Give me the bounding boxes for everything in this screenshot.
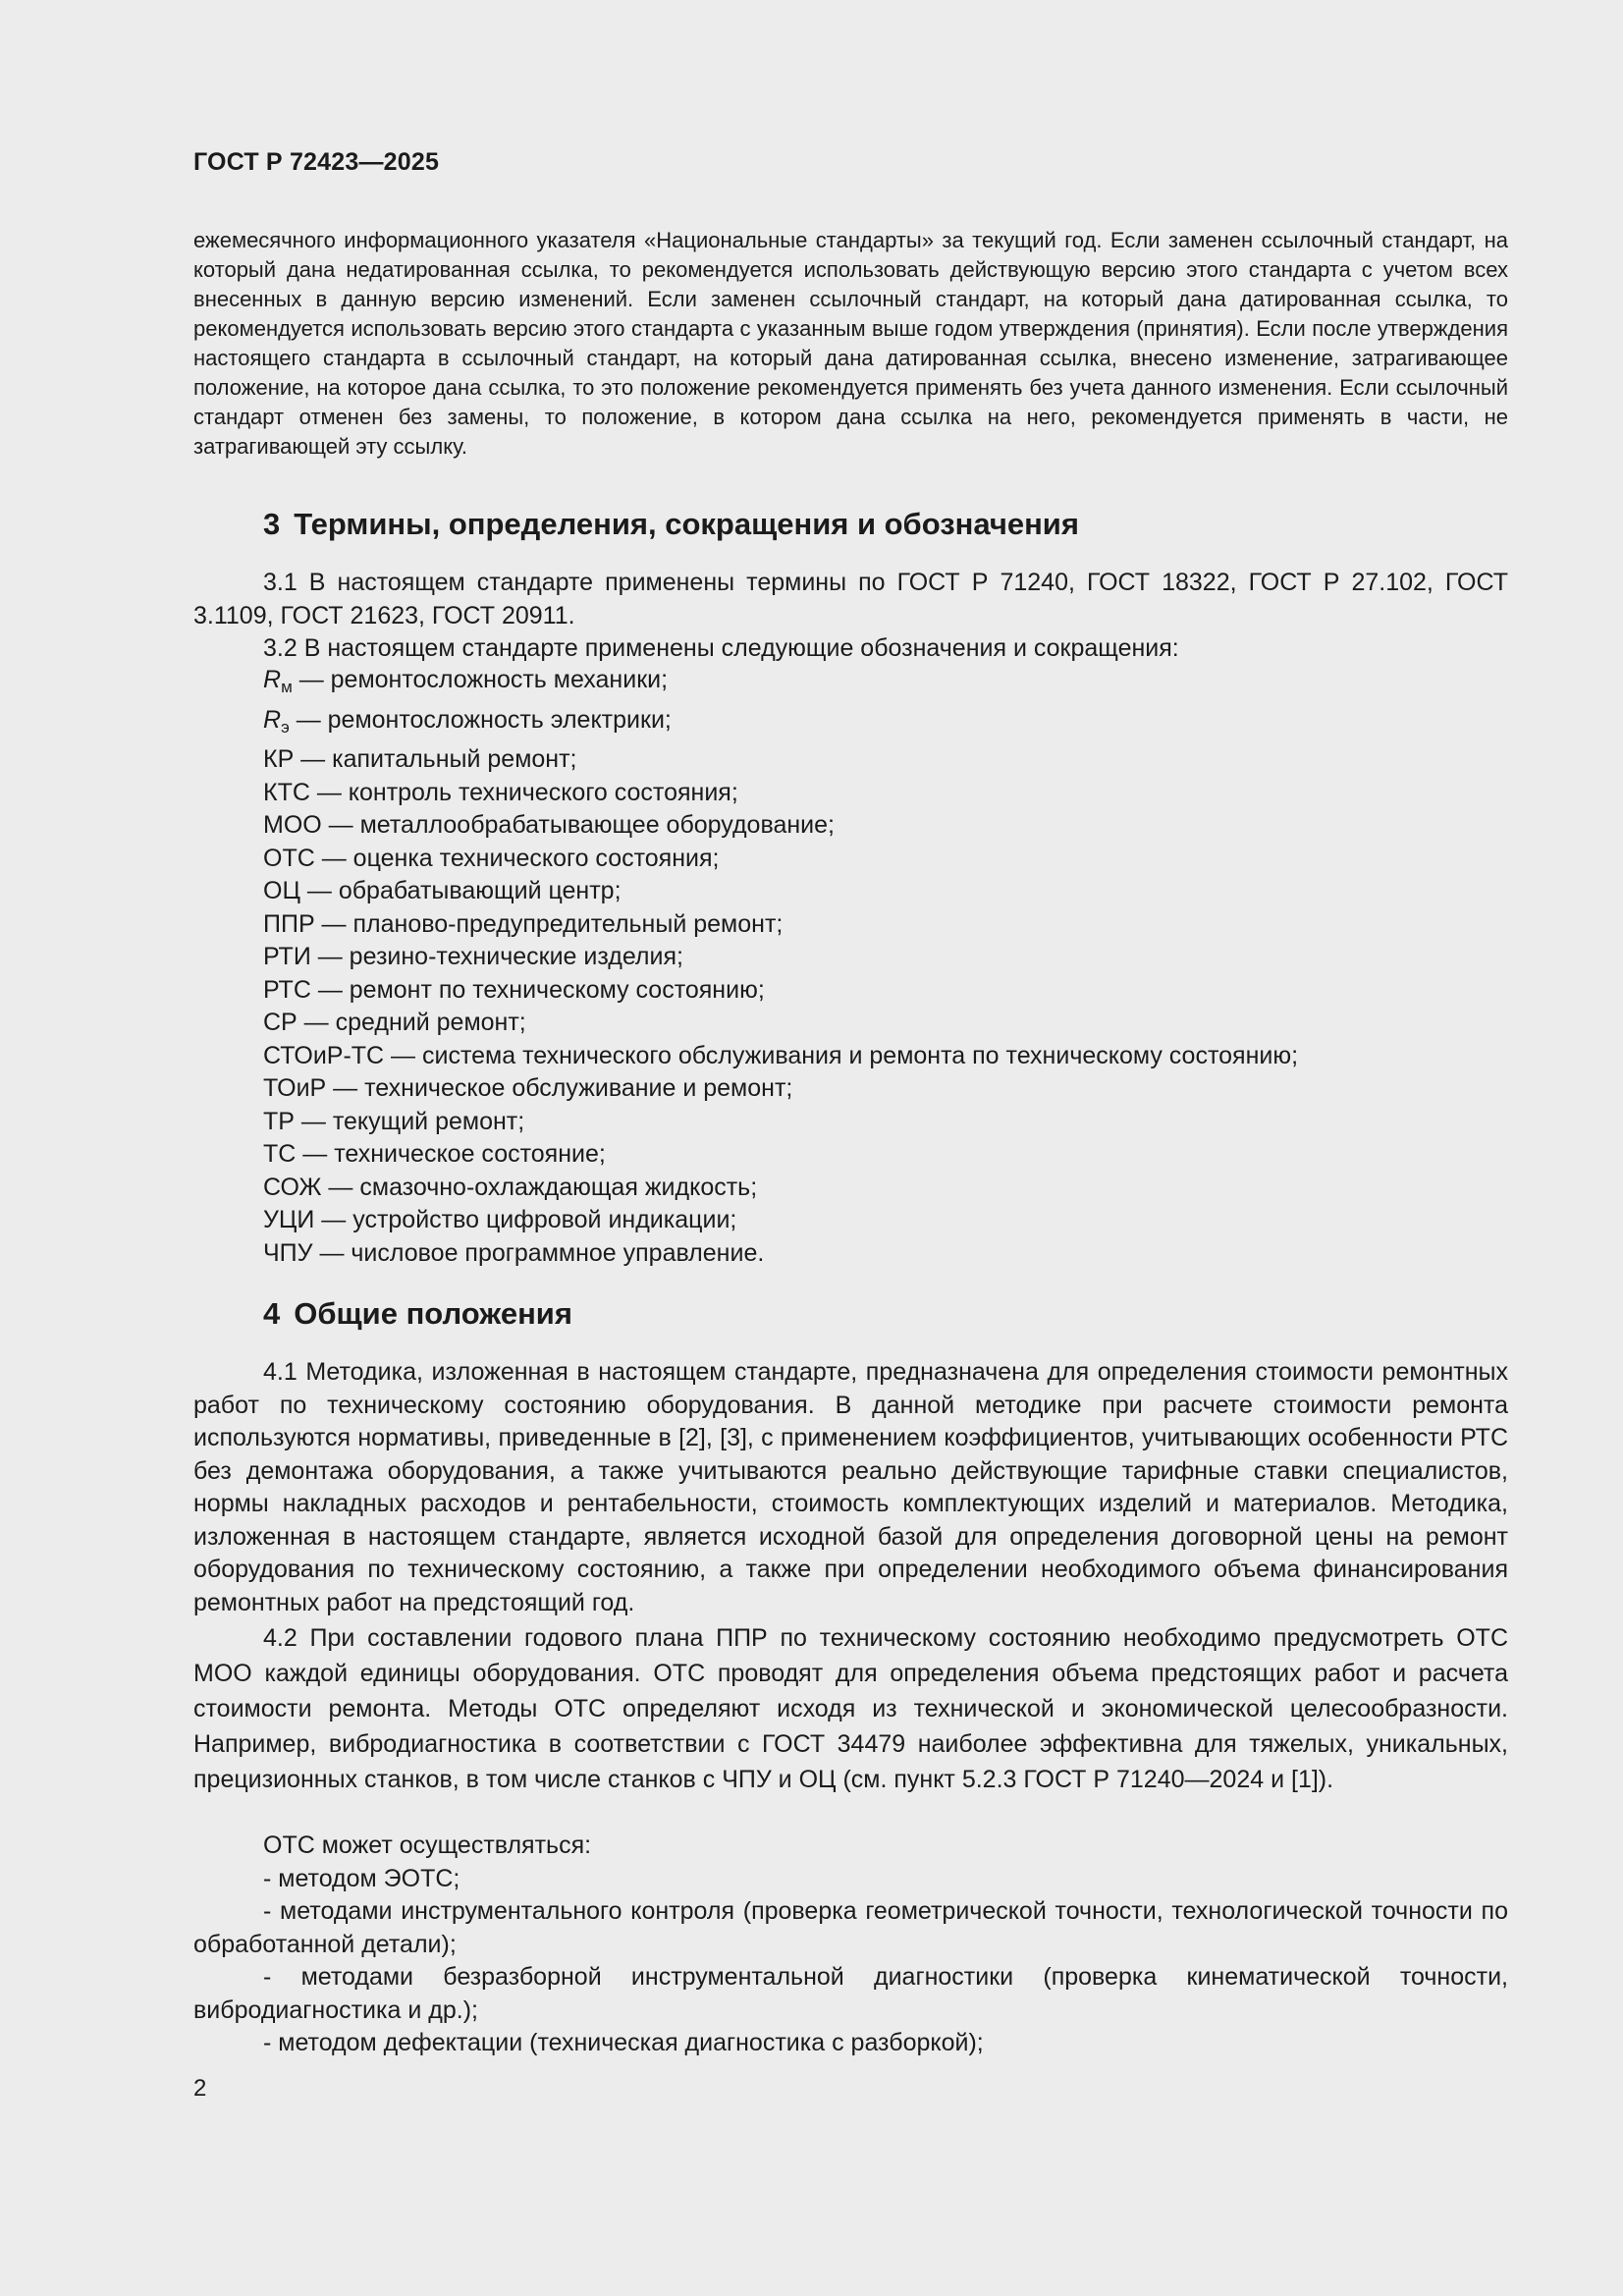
abbreviation-item: ЧПУ — числовое программное управление. bbox=[263, 1238, 765, 1267]
abbreviation-item: МОО — металлообрабатывающее оборудование; bbox=[263, 811, 835, 839]
paragraph-3-2: 3.2 В настоящем стандарте применены следующие обозначения и сокращения: bbox=[263, 634, 1179, 662]
section-4-number: 4 bbox=[263, 1296, 281, 1331]
page-number: 2 bbox=[193, 2075, 207, 2102]
abbreviation-item: ОТС — оценка технического состояния; bbox=[263, 844, 720, 872]
section-3-title: Термины, определения, сокращения и обозначения bbox=[294, 507, 1079, 541]
paragraph-4-2-block bbox=[193, 1620, 1508, 1797]
abbreviation-item: ТР — текущий ремонт; bbox=[263, 1107, 525, 1135]
symbol: $R_э$ bbox=[263, 705, 290, 737]
method-item: - методами инструментального контроля (проверка геометрической точности, технологической точности по обработанной детали); bbox=[193, 1897, 1508, 1958]
abbreviation-item: ТС — техническое состояние; bbox=[263, 1140, 606, 1168]
abbreviation-item: СТОиР-ТС — система технического обслуживания и ремонта по техническому состоянию; bbox=[263, 1041, 1299, 1069]
abbreviation-item: КР — капитальный ремонт; bbox=[263, 745, 577, 773]
symbol-item: $R_э$ — ремонтосложность электрики; bbox=[263, 705, 672, 737]
method-item: - методом дефектации (техническая диагностика с разборкой); bbox=[263, 2029, 984, 2056]
abbreviation-item: УЦИ — устройство цифровой индикации; bbox=[263, 1206, 737, 1233]
symbol-item: $R_м$ — ремонтосложность механики; bbox=[263, 666, 669, 696]
ots-intro: ОТС может осуществляться: bbox=[263, 1831, 592, 1859]
section-3-paragraphs bbox=[193, 567, 1508, 666]
abbreviation-item: КТС — контроль технического состояния; bbox=[263, 778, 738, 806]
method-item: - методом ЭОТС; bbox=[263, 1864, 460, 1892]
paragraph-4-1: 4.1 Методика, изложенная в настоящем стандарте, предназначена для определения стоимости ремонтных работ по техническому состоянию оборудования. В данной методике при расчете стоимости ремонта используются нормативы, приведенные в [2], [3], с применением коэффициентов, учитывающих особенности РТС без демонтажа оборудования, а также учитываются реально действующие тарифные ставки специалистов, нормы накладных расходов и рентабельности, стоимость комплектующих изделий и материалов. Методика, изложенная в настоящем стандарте, является исходной базой для определения договорной цены на ремонт оборудования по техническому состоянию, а также при определении необходимого объема финансирования ремонтных работ на предстоящий год. bbox=[193, 1358, 1508, 1616]
symbol: $R_м$ bbox=[263, 666, 293, 696]
intro-paragraph: ежемесячного информационного указателя «Национальные стандарты» за текущий год. Если заменен ссылочный стандарт, на который дана недатированная ссылка, то рекомендуется использовать действующую версию этого стандарта с учетом всех внесенных в данную версию изменений. Если заменен ссылочный стандарт, на который дана датированная ссылка, то рекомендуется использовать версию этого стандарта с указанным выше годом утверждения (принятия). Если после утверждения настоящего стандарта в ссылочный стандарт, на который дана датированная ссылка, внесено изменение, затрагивающее положение, на которое дана ссылка, то это положение рекомендуется применять без учета данного изменения. Если ссылочный стандарт отменен без замены, то положение, в котором дана ссылка на него, рекомендуется применять в части, не затрагивающей эту ссылку. bbox=[193, 228, 1508, 459]
paragraph-4-2: 4.2 При составлении годового плана ППР по техническому состоянию необходимо предусмотреть ОТС МОО каждой единицы оборудования. ОТС проводят для определения объема предстоящих работ и расчета стоимости ремонта. Методы ОТС определяют исходя из технической и экономической целесообразности. Например, вибродиагностика в соответствии с ГОСТ 34479 наиболее эффективна для тяжелых, уникальных, прецизионных станков, в том числе станков с ЧПУ и ОЦ (см. пункт 5.2.3 ГОСТ Р 71240—2024 и [1]). bbox=[193, 1624, 1508, 1793]
abbreviation-item: СОЖ — смазочно-охлаждающая жидкость; bbox=[263, 1173, 758, 1201]
ots-methods-block bbox=[193, 1830, 1508, 2060]
abbreviation-item: РТС — ремонт по техническому состоянию; bbox=[263, 975, 765, 1004]
abbreviation-item: ОЦ — обрабатывающий центр; bbox=[263, 877, 622, 904]
paragraph-4-1-block bbox=[193, 1356, 1508, 1619]
paragraph-3-1: 3.1 В настоящем стандарте применены термины по ГОСТ Р 71240, ГОСТ 18322, ГОСТ Р 27.102, ГОСТ 3.1109, ГОСТ 21623, ГОСТ 20911. bbox=[193, 569, 1508, 629]
section-4-heading bbox=[263, 1296, 572, 1332]
abbreviation-item: ППР — планово-предупредительный ремонт; bbox=[263, 909, 784, 938]
section-4-title: Общие положения bbox=[294, 1296, 572, 1331]
abbreviation-list bbox=[263, 664, 1298, 1270]
method-item: - методами безразборной инструментальной диагностики (проверка кинематической точности, вибродиагностика и др.); bbox=[193, 1963, 1508, 2024]
abbreviation-item: СР — средний ремонт; bbox=[263, 1009, 526, 1036]
section-3-heading bbox=[263, 507, 1079, 542]
abbreviation-item: РТИ — резино-технические изделия; bbox=[263, 943, 683, 970]
document-header: ГОСТ Р 72423—2025 bbox=[193, 148, 440, 176]
abbreviation-item: ТОиР — техническое обслуживание и ремонт; bbox=[263, 1074, 793, 1102]
section-3-number: 3 bbox=[263, 507, 281, 541]
